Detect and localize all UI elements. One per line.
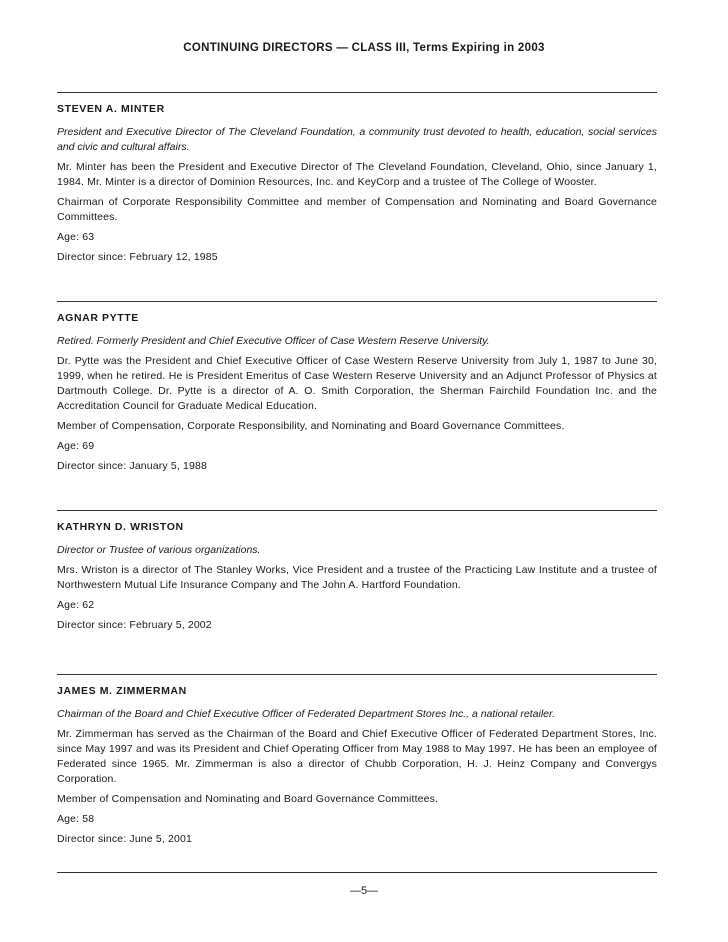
director-age: Age: 63 (57, 231, 95, 243)
director-bio: Dr. Pytte was the President and Chief Executive Officer of Case Western Reserve University from July 1, 1987 to June 30, 1999, when he retired. He is President Emeritus of Case Western Reserve University and an Adjunct Professor of Physics at Dartmouth College. Dr. Pytte is a director of A. O. Smith Corporation, the Sherman Fairchild Foundation Inc. and the Accreditation Council for Graduate Medical Education. (57, 355, 657, 412)
director-committees: Chairman of Corporate Responsibility Committee and member of Compensation and Nominating and Board Governance Committees. (57, 196, 657, 223)
director-age: Age: 62 (57, 599, 95, 611)
director-committees: Member of Compensation and Nominating and Board Governance Committees. (57, 793, 439, 805)
section-divider (57, 92, 657, 93)
director-name: KATHRYN D. WRISTON (57, 521, 184, 533)
director-since: Director since: June 5, 2001 (57, 833, 192, 845)
director-name: JAMES M. ZIMMERMAN (57, 685, 187, 697)
page-number: —5— (349, 885, 379, 897)
director-since: Director since: February 12, 1985 (57, 251, 218, 263)
director-bio: Mr. Zimmerman has served as the Chairman of the Board and Chief Executive Officer of Federated Department Stores, Inc. since May 1997 and was its President and Chief Operating Officer from May 1988 to May 1997. He has been an employee of Federated since 1965. Mr. Zimmerman is also a director of Chubb Corporation, H. J. Heinz Company and Convergys Corporation. (57, 728, 657, 785)
director-age: Age: 69 (57, 440, 95, 452)
director-title: Retired. Formerly President and Chief Executive Officer of Case Western Reserve University. (57, 335, 490, 347)
director-name: AGNAR PYTTE (57, 312, 139, 324)
director-name: STEVEN A. MINTER (57, 103, 165, 115)
director-block-pytte (57, 301, 657, 479)
director-title: President and Executive Director of The Cleveland Foundation, a community trust devoted to health, education, social services and civic and cultural affairs. (57, 126, 657, 153)
director-committees: Member of Compensation, Corporate Responsibility, and Nominating and Board Governance Committees. (57, 420, 565, 432)
section-divider (57, 301, 657, 302)
section-divider (57, 674, 657, 675)
director-age: Age: 58 (57, 813, 95, 825)
director-title: Chairman of the Board and Chief Executive Officer of Federated Department Stores Inc., a national retailer. (57, 708, 556, 720)
director-since: Director since: February 5, 2002 (57, 619, 212, 631)
section-divider (57, 510, 657, 511)
director-block-zimmerman (57, 674, 657, 852)
director-block-wriston (57, 510, 657, 638)
director-block-minter (57, 92, 657, 270)
footer-divider (57, 872, 657, 873)
director-since: Director since: January 5, 1988 (57, 460, 207, 472)
director-bio: Mrs. Wriston is a director of The Stanley Works, Vice President and a trustee of the Practicing Law Institute and a trustee of Northwestern Mutual Life Insurance Company and The John A. Hartford Foundation. (57, 564, 657, 591)
page-title: CONTINUING DIRECTORS — CLASS III, Terms Expiring in 2003 (183, 42, 545, 54)
director-bio: Mr. Minter has been the President and Executive Director of The Cleveland Foundation, Cleveland, Ohio, since January 1, 1984. Mr. Minter is a director of Dominion Resources, Inc. and KeyCorp and a trustee of The College of Wooster. (57, 161, 657, 188)
director-title: Director or Trustee of various organizations. (57, 544, 261, 556)
